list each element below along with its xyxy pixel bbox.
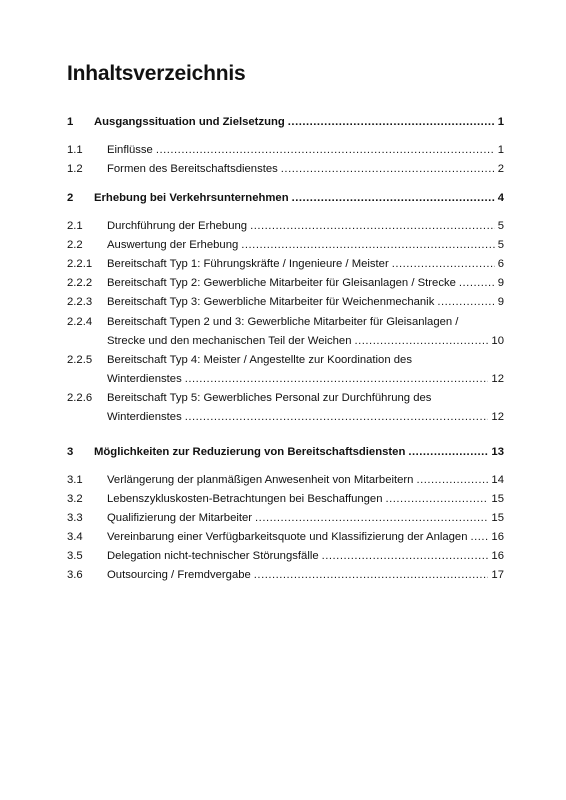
toc-entry[interactable] xyxy=(67,509,504,528)
toc-entry[interactable] xyxy=(67,274,504,293)
toc-page-number: 6 xyxy=(497,258,504,270)
toc-entry[interactable] xyxy=(67,566,504,585)
toc-entry-number: 2.2.2 xyxy=(67,277,93,289)
toc-entry-title: Formen des Bereitschaftsdienstes xyxy=(107,163,278,175)
toc-chapter-entry[interactable] xyxy=(67,443,504,462)
toc-entry-title: Bereitschaft Typ 3: Gewerbliche Mitarbeiter für Weichenmechanik xyxy=(107,296,435,308)
toc-entry[interactable] xyxy=(67,255,504,274)
toc-entry-number: 2.2.5 xyxy=(67,354,93,366)
toc-page-number: 13 xyxy=(491,446,504,458)
toc-page-number: 4 xyxy=(497,192,504,204)
toc-entry[interactable] xyxy=(67,141,504,160)
toc-entry[interactable] xyxy=(67,351,504,389)
toc-page-number: 16 xyxy=(491,531,504,543)
toc-page-number: 10 xyxy=(491,335,504,347)
toc-page-number: 9 xyxy=(497,296,504,308)
toc-chapter-entry[interactable] xyxy=(67,189,504,208)
toc-page-number: 9 xyxy=(497,277,504,289)
toc-entry[interactable] xyxy=(67,160,504,179)
toc-page-number: 17 xyxy=(491,569,504,581)
toc-entry-title: Durchführung der Erhebung xyxy=(107,220,248,232)
toc-entry-number: 2.2.4 xyxy=(67,316,93,328)
toc-entry-title: Erhebung bei Verkehrsunternehmen xyxy=(94,192,289,204)
toc-entry[interactable] xyxy=(67,389,504,427)
toc-entry-number: 3.5 xyxy=(67,550,83,562)
toc-dot-leader xyxy=(241,236,494,255)
toc-dot-leader xyxy=(254,566,489,585)
toc-entry[interactable] xyxy=(67,217,504,236)
toc-page-number: 1 xyxy=(497,144,504,156)
toc-entry-title: Bereitschaft Typ 1: Führungskräfte / Ingenieure / Meister xyxy=(107,258,389,270)
toc-dot-leader xyxy=(471,528,489,547)
toc-dot-leader xyxy=(437,293,494,312)
toc-entry[interactable] xyxy=(67,236,504,255)
toc-entry-number: 3.2 xyxy=(67,493,83,505)
toc-entry-number: 1 xyxy=(67,116,74,128)
toc-entry-title: Winterdienstes xyxy=(107,373,182,385)
toc-entry-title: Bereitschaft Typ 4: Meister / Angestellte zur Koordination des xyxy=(107,354,412,366)
toc-dot-leader xyxy=(250,217,495,236)
toc-entry-title: Verlängerung der planmäßigen Anwesenheit von Mitarbeitern xyxy=(107,474,414,486)
toc-entry-title: Winterdienstes xyxy=(107,411,182,423)
toc-entry-title: Qualifizierung der Mitarbeiter xyxy=(107,512,253,524)
toc-page-number: 12 xyxy=(491,411,504,423)
toc-entry-number: 3.4 xyxy=(67,531,83,543)
toc-page-number: 5 xyxy=(497,220,504,232)
toc-entry[interactable] xyxy=(67,490,504,509)
toc-entry-title: Ausgangssituation und Zielsetzung xyxy=(94,116,285,128)
toc-entry[interactable] xyxy=(67,547,504,566)
toc-entry-title: Bereitschaft Typ 5: Gewerbliches Personal zur Durchführung des xyxy=(107,392,432,404)
toc-entry-title: Outsourcing / Fremdvergabe xyxy=(107,569,251,581)
toc-entry-title: Bereitschaft Typ 2: Gewerbliche Mitarbeiter für Gleisanlagen / Strecke xyxy=(107,277,456,289)
toc-dot-leader xyxy=(416,471,488,490)
toc-entry-number: 2 xyxy=(67,192,74,204)
toc-entry-number: 2.2.3 xyxy=(67,296,93,308)
toc-entry-title: Strecke und den mechanischen Teil der Weichen xyxy=(107,335,352,347)
toc-entry-title: Lebenszykluskosten-Betrachtungen bei Beschaffungen xyxy=(107,493,383,505)
toc-entry[interactable] xyxy=(67,471,504,490)
toc-dot-leader xyxy=(386,490,489,509)
toc-page-number: 15 xyxy=(491,493,504,505)
toc-dot-leader xyxy=(408,443,488,462)
toc-entry[interactable] xyxy=(67,528,504,547)
toc-dot-leader xyxy=(185,408,489,427)
toc-page-number: 16 xyxy=(491,550,504,562)
toc-entry-number: 3.6 xyxy=(67,569,83,581)
toc-entry-number: 2.2 xyxy=(67,239,83,251)
toc-entry-number: 3.3 xyxy=(67,512,83,524)
toc-entry-title: Delegation nicht-technischer Störungsfälle xyxy=(107,550,319,562)
toc-page-number: 14 xyxy=(491,474,504,486)
toc-page-number: 5 xyxy=(497,239,504,251)
toc-entry-number: 2.2.1 xyxy=(67,258,93,270)
toc-page-number: 1 xyxy=(497,116,504,128)
toc-entry-title: Möglichkeiten zur Reduzierung von Bereitschaftsdiensten xyxy=(94,446,406,458)
toc-page-number: 15 xyxy=(491,512,504,524)
toc-entry-title: Bereitschaft Typen 2 und 3: Gewerbliche Mitarbeiter für Gleisanlagen / xyxy=(107,316,459,328)
toc-page-number: 12 xyxy=(491,373,504,385)
toc-entry[interactable] xyxy=(67,293,504,312)
toc-page-number: 2 xyxy=(497,163,504,175)
toc-entry-number: 1.1 xyxy=(67,144,83,156)
toc-entry-number: 3 xyxy=(67,446,74,458)
toc-dot-leader xyxy=(459,274,495,293)
toc-chapter-entry[interactable] xyxy=(67,113,504,132)
toc-entry-number: 3.1 xyxy=(67,474,83,486)
toc-dot-leader xyxy=(156,141,495,160)
toc-dot-leader xyxy=(185,370,489,389)
toc-entry-title: Vereinbarung einer Verfügbarkeitsquote und Klassifizierung der Anlagen xyxy=(107,531,468,543)
toc-entry-title: Auswertung der Erhebung xyxy=(107,239,239,251)
toc-dot-leader xyxy=(281,160,495,179)
toc-entry-number: 2.1 xyxy=(67,220,83,232)
toc-dot-leader xyxy=(392,255,495,274)
page-title: Inhaltsverzeichnis xyxy=(67,62,246,85)
toc-dot-leader xyxy=(288,113,495,132)
toc-entry-number: 1.2 xyxy=(67,163,83,175)
toc-entry-title: Einflüsse xyxy=(107,144,153,156)
toc-dot-leader xyxy=(355,332,489,351)
toc-dot-leader xyxy=(255,509,488,528)
toc-dot-leader xyxy=(292,189,495,208)
toc-entry-number: 2.2.6 xyxy=(67,392,93,404)
toc-dot-leader xyxy=(322,547,489,566)
toc-entry[interactable] xyxy=(67,313,504,351)
